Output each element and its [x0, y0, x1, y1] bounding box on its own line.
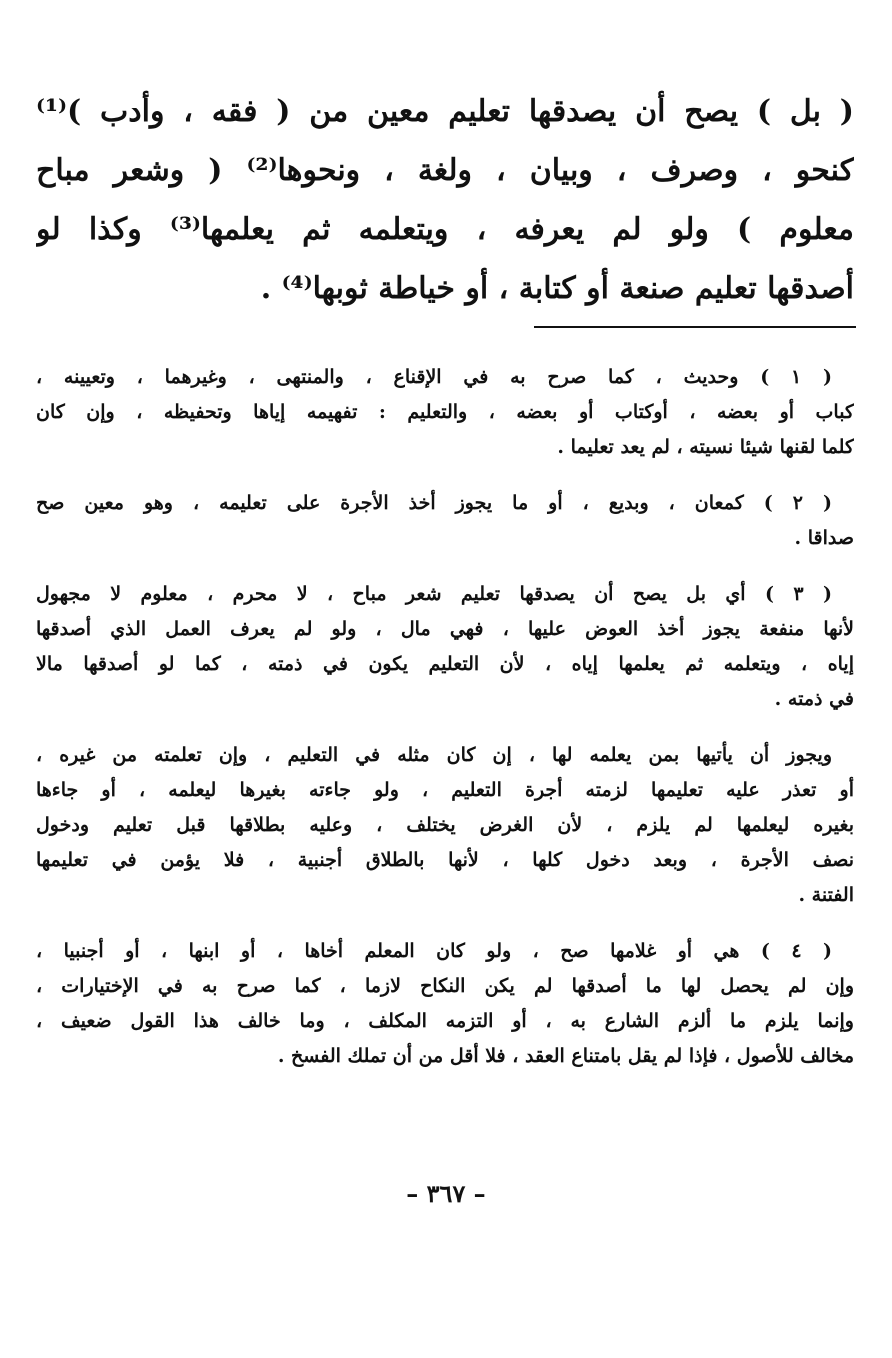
- footnote-line: ( ١ ) وحديث ، كما صرح به في الإقناع ، والمنتهى ، وغيرهما ، وتعيينه ،: [36, 366, 832, 388]
- footnote-line: وإنما يلزم ما ألزم الشارع به ، أو التزمه المكلف ، وما خالف هذا القول ضعيف ،: [36, 1010, 854, 1032]
- footnote-separator: [534, 326, 856, 328]
- footnote-line: ( ٣ ) أي بل يصح أن يصدقها تعليم شعر مباح ، لا محرم ، معلوم لا مجهول: [36, 583, 832, 605]
- footnote-3: [36, 577, 854, 717]
- main-text-line: أصدقها تعليم صنعة أو كتابة ، أو خياطة ثوبها⁽⁴⁾ .: [260, 271, 854, 306]
- footnote-line: وإن لم يحصل لها ما أصدقها لم يكن النكاح لازما ، كما صرح به في الإختيارات ،: [36, 975, 854, 997]
- footnote-line: صداقا .: [794, 527, 854, 549]
- footnote-4: [36, 934, 854, 1074]
- footnote-line: ( ٢ ) كمعان ، وبديع ، أو ما يجوز أخذ الأجرة على تعليمه ، وهو معين صح: [36, 492, 832, 514]
- footnote-1: [36, 360, 854, 465]
- page-number: – ٣٦٧ –: [406, 1179, 486, 1208]
- footnote-line: لأنها منفعة يجوز أخذ العوض عليها ، فهي مال ، ولو لم يعرف العمل الذي أصدقها: [36, 618, 854, 640]
- footnote-line: كباب أو بعضه ، أوكتاب أو بعضه ، والتعليم : تفهيمه إياها وتحفيظه ، وإن كان: [36, 401, 854, 423]
- footnote-line: مخالف للأصول ، فإذا لم يقل بامتناع العقد ، فلا أقل من أن تملك الفسخ .: [277, 1045, 854, 1067]
- footnotes: [36, 360, 854, 1095]
- footnote-2: [36, 486, 854, 556]
- footnote-line: إياه ، ويتعلمه ثم يعلمها إياه ، لأن التعليم يكون في ذمته ، كما لو أصدقها مالا: [36, 653, 854, 675]
- footnote-line: نصف الأجرة ، وبعد دخول كلها ، لأنها بالطلاق أجنبية ، فلا يؤمن في تعليمها: [36, 849, 854, 871]
- footnote-line: ويجوز أن يأتيها بمن يعلمه لها ، إن كان مثله في التعليم ، وإن تعلمته من غيره ،: [36, 744, 832, 766]
- footnote-line: أو تعذر عليه تعليمها لزمته أجرة التعليم ، ولو جاءته بغيرها ليعلمه ، أو جاءها: [36, 779, 854, 801]
- main-text-line: كنحو ، وصرف ، وبيان ، ولغة ، ونحوها⁽²⁾ ( وشعر مباح: [36, 153, 854, 188]
- footnote-line: كلما لقنها شيئا نسيته ، لم يعد تعليما .: [557, 436, 854, 458]
- footnote-line: بغيره ليعلمها لم يلزم ، لأن الغرض يختلف ، وعليه بطلاقها قبل تعليم ودخول: [36, 814, 854, 836]
- main-text-line: معلوم ) ولو لم يعرفه ، ويتعلمه ثم يعلمها⁽³⁾ وكذا لو: [36, 212, 854, 247]
- footnote-line: ( ٤ ) هي أو غلامها صح ، ولو كان المعلم أخاها ، أو ابنها ، أو أجنبيا ،: [36, 940, 832, 962]
- footnote-line: الفتنة .: [798, 884, 854, 906]
- footnote-3-continued: [36, 738, 854, 913]
- main-text: [36, 82, 854, 318]
- main-text-line: ( بل ) يصح أن يصدقها تعليم معين من ( فقه ، وأدب )⁽¹⁾: [36, 94, 854, 129]
- footnote-line: في ذمته .: [774, 688, 854, 710]
